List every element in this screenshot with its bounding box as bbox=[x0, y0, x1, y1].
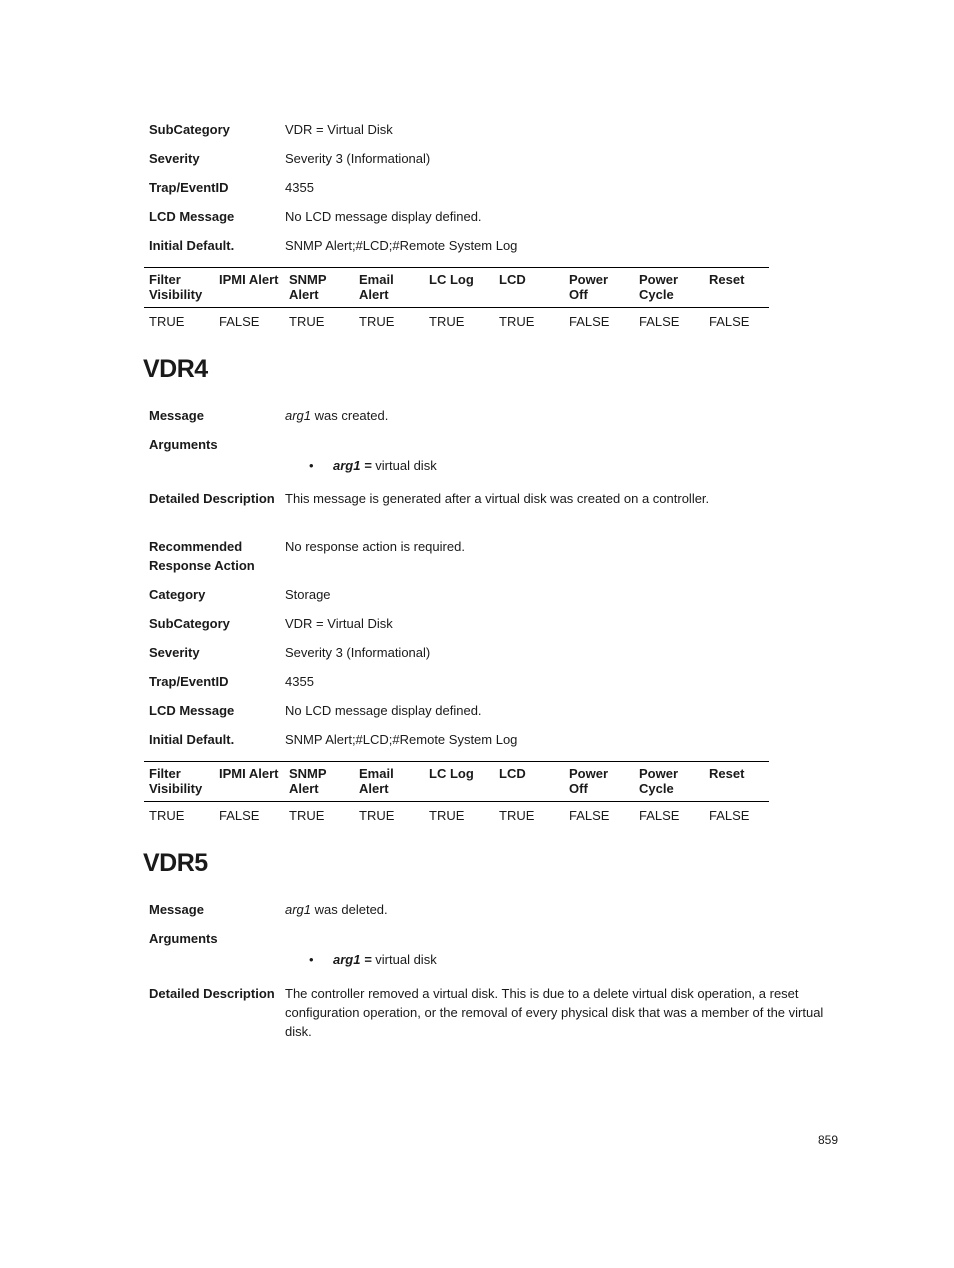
column-header: Reset bbox=[704, 268, 769, 308]
table-cell: TRUE bbox=[429, 314, 465, 329]
property-value: No LCD message display defined. bbox=[285, 703, 482, 718]
table-cell: FALSE bbox=[639, 314, 680, 329]
message-row bbox=[149, 406, 839, 435]
column-header: Power Cycle bbox=[634, 762, 704, 802]
property-value: SNMP Alert;#LCD;#Remote System Log bbox=[285, 732, 518, 747]
argument-value: virtual disk bbox=[371, 952, 437, 967]
table-cell: TRUE bbox=[429, 808, 465, 823]
property-label: LCD Message bbox=[149, 703, 235, 718]
column-header: Power Cycle bbox=[634, 268, 704, 308]
message-text: was deleted. bbox=[311, 902, 388, 917]
page-number: 859 bbox=[818, 1133, 839, 1147]
column-header: LC Log bbox=[424, 268, 494, 308]
vdr4-alert-table bbox=[144, 761, 769, 830]
column-header: Power Off bbox=[564, 268, 634, 308]
section-heading-vdr4: VDR4 bbox=[143, 355, 208, 383]
recommended-label: Recommended Response Action bbox=[149, 539, 255, 573]
argument-item bbox=[285, 950, 839, 969]
top-properties bbox=[149, 120, 839, 265]
message-label: Message bbox=[149, 408, 204, 423]
column-header: IPMI Alert bbox=[214, 268, 284, 308]
column-header: Power Off bbox=[564, 762, 634, 802]
column-header: Filter Visibility bbox=[144, 268, 214, 308]
column-header: LCD bbox=[494, 762, 564, 802]
table-cell: TRUE bbox=[289, 314, 325, 329]
message-label: Message bbox=[149, 902, 204, 917]
property-row bbox=[149, 643, 839, 672]
property-row bbox=[149, 120, 839, 149]
table-row bbox=[144, 802, 769, 831]
column-header: SNMP Alert bbox=[284, 762, 354, 802]
table-cell: TRUE bbox=[499, 314, 535, 329]
property-label: Trap/EventID bbox=[149, 674, 229, 689]
property-value: SNMP Alert;#LCD;#Remote System Log bbox=[285, 238, 518, 253]
property-label: LCD Message bbox=[149, 209, 235, 224]
column-header: Email Alert bbox=[354, 268, 424, 308]
property-value: VDR = Virtual Disk bbox=[285, 616, 393, 631]
column-header: SNMP Alert bbox=[284, 268, 354, 308]
property-row bbox=[149, 236, 839, 265]
property-value: VDR = Virtual Disk bbox=[285, 122, 393, 137]
table-cell: FALSE bbox=[569, 314, 610, 329]
detailed-label: Detailed Description bbox=[149, 491, 275, 506]
table-cell: FALSE bbox=[709, 314, 750, 329]
property-row bbox=[149, 672, 839, 701]
detailed-label: Detailed Description bbox=[149, 986, 275, 1001]
argument-value: virtual disk bbox=[371, 458, 437, 473]
detailed-value: The controller removed a virtual disk. This is due to a delete virtual disk operation, a reset configuration operation, or the removal of every physical disk that was a member of the virtual disk. bbox=[285, 986, 824, 1039]
property-value: 4355 bbox=[285, 674, 314, 689]
section-heading-vdr5: VDR5 bbox=[143, 849, 208, 877]
table-row bbox=[144, 308, 769, 337]
property-label: Severity bbox=[149, 151, 200, 166]
property-label: Severity bbox=[149, 645, 200, 660]
property-label: Category bbox=[149, 587, 206, 602]
bullet-icon: • bbox=[309, 952, 314, 967]
column-header: Email Alert bbox=[354, 762, 424, 802]
table-header-row bbox=[144, 762, 769, 802]
recommended-value: No response action is required. bbox=[285, 539, 465, 554]
table-cell: TRUE bbox=[359, 314, 395, 329]
property-value: Severity 3 (Informational) bbox=[285, 645, 431, 660]
property-row bbox=[149, 149, 839, 178]
column-header: LCD bbox=[494, 268, 564, 308]
vdr4-properties bbox=[149, 406, 839, 759]
column-header: Reset bbox=[704, 762, 769, 802]
table-cell: FALSE bbox=[709, 808, 750, 823]
arguments-row bbox=[149, 929, 839, 984]
property-label: Initial Default. bbox=[149, 732, 235, 747]
arguments-value bbox=[285, 435, 839, 475]
message-value bbox=[285, 900, 839, 919]
argument-name: arg1 = bbox=[333, 952, 372, 967]
property-value: Severity 3 (Informational) bbox=[285, 151, 431, 166]
top-alert-table bbox=[144, 267, 769, 336]
arguments-row bbox=[149, 435, 839, 489]
column-header: IPMI Alert bbox=[214, 762, 284, 802]
property-value: No LCD message display defined. bbox=[285, 209, 482, 224]
message-arg: arg1 bbox=[285, 902, 312, 917]
table-cell: FALSE bbox=[569, 808, 610, 823]
argument-name: arg1 = bbox=[333, 458, 372, 473]
property-label: SubCategory bbox=[149, 122, 230, 137]
message-row bbox=[149, 900, 839, 929]
arguments-label: Arguments bbox=[149, 437, 218, 452]
detailed-row bbox=[149, 489, 839, 537]
property-row bbox=[149, 207, 839, 236]
property-value: 4355 bbox=[285, 180, 314, 195]
property-row bbox=[149, 701, 839, 730]
arguments-value bbox=[285, 929, 839, 969]
property-value: Storage bbox=[285, 587, 331, 602]
property-row bbox=[149, 730, 839, 759]
table-header-row bbox=[144, 268, 769, 308]
property-row bbox=[149, 178, 839, 207]
table-cell: FALSE bbox=[219, 314, 260, 329]
table-cell: FALSE bbox=[219, 808, 260, 823]
table-cell: TRUE bbox=[499, 808, 535, 823]
detailed-row bbox=[149, 984, 839, 1041]
message-arg: arg1 bbox=[285, 408, 312, 423]
message-text: was created. bbox=[311, 408, 389, 423]
property-label: SubCategory bbox=[149, 616, 230, 631]
message-value bbox=[285, 406, 839, 425]
table-cell: FALSE bbox=[639, 808, 680, 823]
column-header: LC Log bbox=[424, 762, 494, 802]
table-cell: TRUE bbox=[359, 808, 395, 823]
property-label: Initial Default. bbox=[149, 238, 235, 253]
table-cell: TRUE bbox=[149, 808, 185, 823]
column-header: Filter Visibility bbox=[144, 762, 214, 802]
arguments-label: Arguments bbox=[149, 931, 218, 946]
detailed-value: This message is generated after a virtual disk was created on a controller. bbox=[285, 491, 710, 506]
recommended-row bbox=[149, 537, 839, 585]
bullet-icon: • bbox=[309, 458, 314, 473]
property-row bbox=[149, 585, 839, 614]
table-cell: TRUE bbox=[149, 314, 185, 329]
property-row bbox=[149, 614, 839, 643]
vdr5-properties bbox=[149, 900, 839, 1041]
property-label: Trap/EventID bbox=[149, 180, 229, 195]
table-cell: TRUE bbox=[289, 808, 325, 823]
argument-item bbox=[285, 456, 839, 475]
